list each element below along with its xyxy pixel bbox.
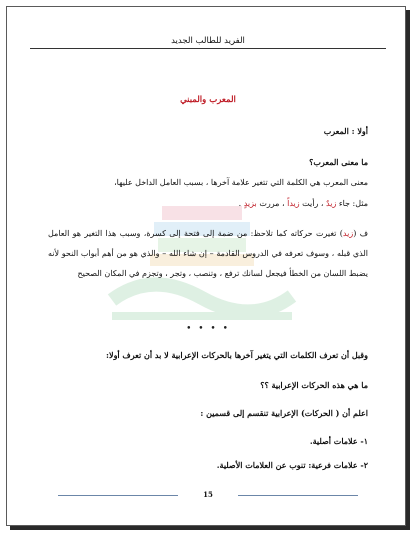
header-divider <box>30 48 386 49</box>
example-mid-2: ، مررت <box>256 199 288 208</box>
list-item-secondary-signs: ٢- علامات فرعية: تنوب عن العلامات الأصلية. <box>216 460 368 470</box>
paragraph-body: ) تغيرت حركاته كما تلاحظ: من ضمة إلى فتحة إلى كسرة، وسبب هذا التغير هو العامل الذي قبله ، وسوف تعرفه في الدروس القادمة – إن شاء الله – والذي هو من أهم أبواب النحو لأنه يضبط اللسان من الخطأ فيجعل لسانك ترفع ، وتنصب ، وتجر ، وتجزم في المكان الصحيح <box>48 229 368 278</box>
definition-text: معنى المعرب هي الكلمة التي تتغير علامة آخرها ، بسبب العامل الداخل عليها، <box>114 178 368 187</box>
example-word-1: زيدٌ <box>326 199 337 208</box>
example-end: . <box>238 199 244 208</box>
intro-paragraph: وقبل أن تعرف الكلمات التي يتغير آخرها بالحركات الإعرابية لا بد أن تعرف أولا: <box>106 350 368 360</box>
section-subtitle: أولا : المعرب <box>323 126 368 136</box>
example-word-2: زيداً <box>287 199 300 208</box>
question-harakat: ما هي هذه الحركات الإعرابية ؟؟ <box>260 380 368 390</box>
question-what-is-murab: ما معنى المعرب؟ <box>309 157 368 167</box>
paragraph-highlight: زيد <box>342 229 354 238</box>
explanation-paragraph <box>48 224 368 284</box>
know-statement: اعلم أن ( الحركات) الإعرابية تنقسم إلى قسمين : <box>200 408 368 418</box>
page-number: 15 <box>203 490 213 499</box>
example-line <box>48 198 368 209</box>
list-item-original-signs: ١- علامات أصلية. <box>309 436 368 446</box>
example-prefix: مثل: جاء <box>336 199 368 208</box>
paragraph-prefix: ف ( <box>353 229 368 238</box>
separator-dots: • • • • <box>186 324 230 334</box>
running-header: الفريد للطالب الجديد <box>171 36 245 46</box>
section-title: المعرب والمبني <box>180 95 236 105</box>
example-mid-1: ، رأيت <box>299 199 327 208</box>
example-word-3: بزيدٍ <box>243 199 257 208</box>
